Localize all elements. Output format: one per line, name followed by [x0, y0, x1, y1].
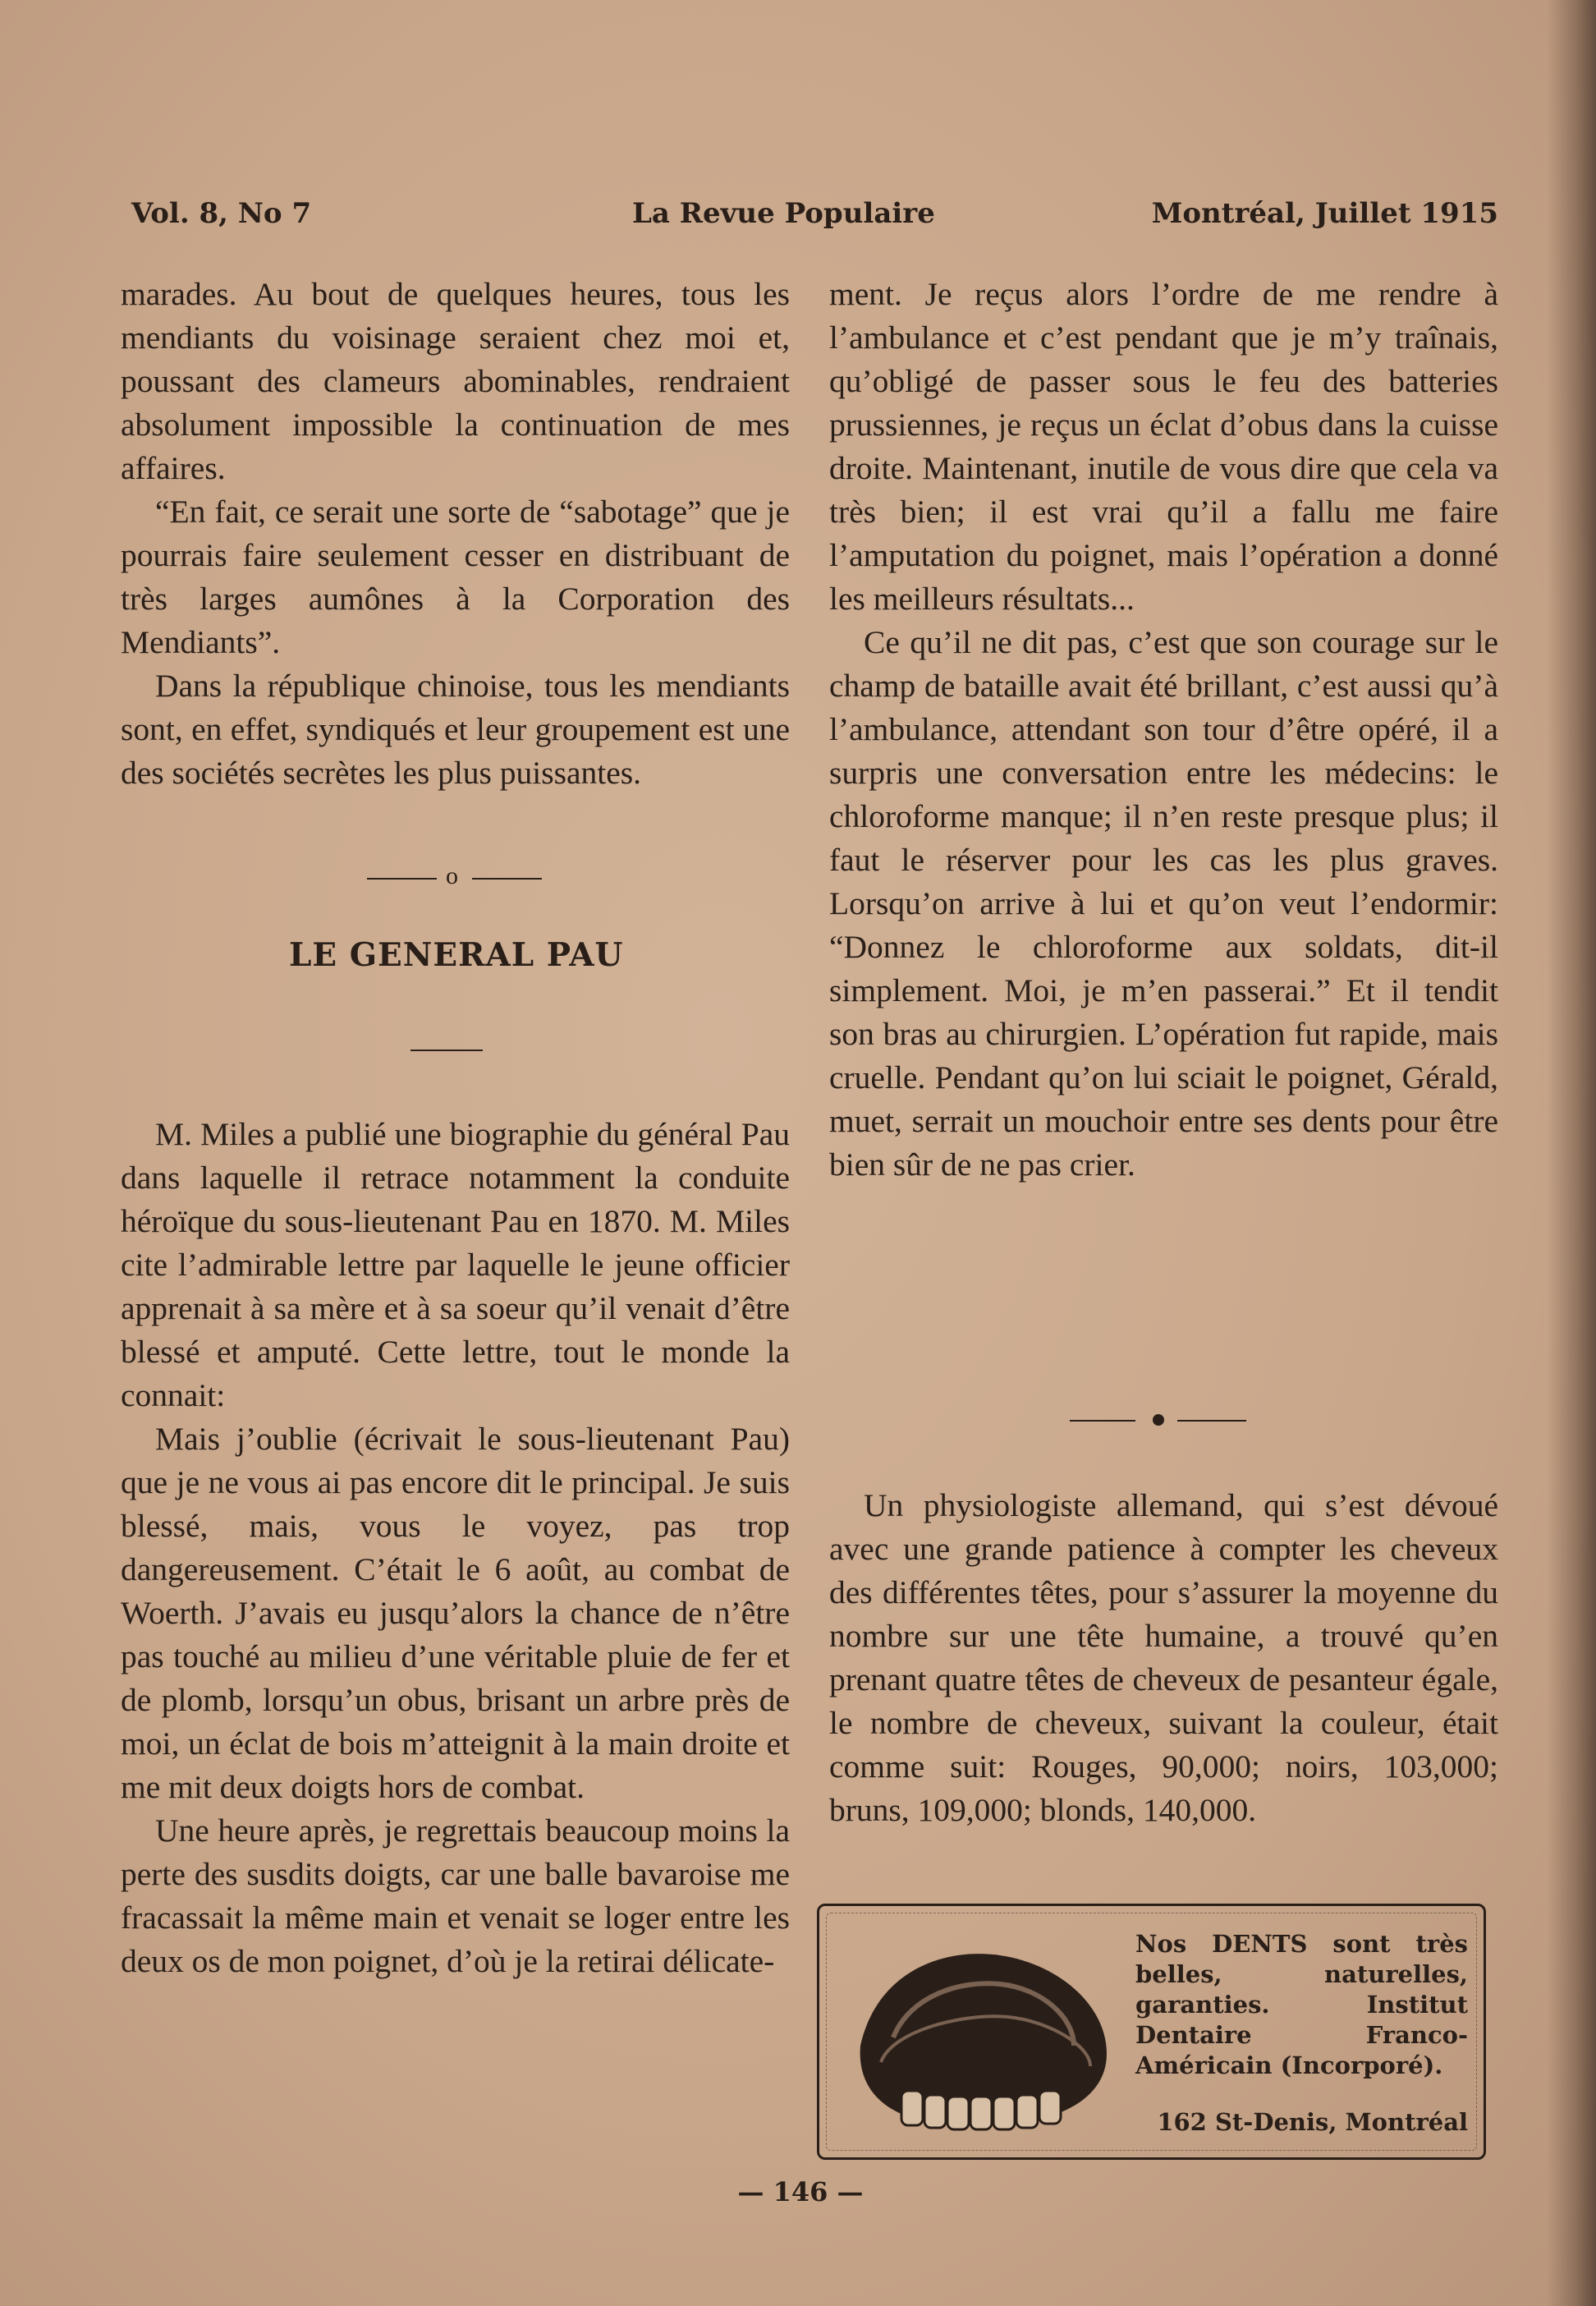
- paragraph: Dans la république chinoise, tous les mendiants sont, en effet, syndiqués et leur groupement est une des sociétés secrètes les plus puissantes.: [121, 668, 790, 791]
- paragraph: Un physiologiste allemand, qui s’est dévoué avec une grande patience à compter les cheveux des différentes têtes, pour s’assurer la moyenne du nombre sur une tête humaine, a trouvé qu’en prenant quatre têtes de cheveux de pesanteur égale, le nombre de cheveux, suivant la couleur, était comme suit: Rouges, 90,000; noirs, 103,000; bruns, 109,000; blonds, 140,000.: [829, 1487, 1498, 1828]
- article-title: LE GENERAL PAU: [289, 936, 624, 974]
- paragraph: Une heure après, je regrettais beaucoup moins la perte des susdits doigts, car une balle bavaroise me fracassait la même main et venait se loger entre les deux os de mon poignet, d’où je la retirai délicate-: [121, 1812, 790, 1979]
- header-publication: La Revue Populaire: [632, 197, 935, 230]
- ad-text: Nos DENTS sont très belles, naturelles, garanties. Institut Dentaire Franco-Américain (Incorporé).: [1135, 1930, 1468, 2079]
- paragraph: Mais j’oublie (écrivait le sous-lieutenant Pau) que je ne vous ai pas encore dit le principal. Je suis blessé, mais, vous le voyez, pas trop dangereusement. C’était le 6 août, au combat de Woerth. J’avais eu jusqu’alors la chance de n’être pas touché au milieu d’une véritable pluie de fer et de plomb, lorsqu’un obus, brisant un arbre près de moi, un éclat de bois m’atteignit à la main droite et me mit deux doigts hors de combat.: [121, 1421, 790, 1805]
- paragraph: Ce qu’il ne dit pas, c’est que son courage sur le champ de bataille avait été brillant, c’est aussi qu’à l’ambulance, attendant son tour d’être opéré, il a surpris une conversation entre les médecins: le chloroforme manque; il n’en reste presque plus; il faut le réserver pour les cas les plus graves. Lorsqu’on arrive à lui et qu’on veut l’endormir: “Donnez le chloroforme aux soldats, dit-il simplement. Moi, je m’en passerai.” Et il tendit son bras au chirurgien. L’opération fut rapide, mais cruelle. Pendant qu’on lui sciait le poignet, Gérald, muet, serrait un mouchoir entre ses dents pour être bien sûr de ne pas crier.: [829, 624, 1498, 1183]
- paragraph: “En fait, ce serait une sorte de “sabotage” que je pourrais faire seulement cesser en distribuant de très larges aumônes à la Corporation des Mendiants”.: [121, 494, 790, 660]
- left-column-article: [121, 1113, 790, 1983]
- separator-rule-right: [472, 878, 542, 880]
- header-volume: Vol. 8, No 7: [131, 197, 312, 230]
- ad-address: 162 St-Denis, Montréal: [1157, 2108, 1468, 2136]
- separator-rule-left: [1070, 1420, 1135, 1422]
- title-underline: [410, 1050, 483, 1051]
- binding-shadow: [1547, 0, 1596, 2306]
- left-column-top: [121, 273, 790, 795]
- denture-illustration: [844, 1922, 1115, 2144]
- right-column-bottom: [829, 1484, 1498, 1832]
- header-date: Montréal, Juillet 1915: [1151, 197, 1498, 230]
- paragraph: M. Miles a publié une biographie du général Pau dans laquelle il retrace notamment la conduite héroïque du sous-lieutenant Pau en 1870. M. Miles cite l’admirable lettre par laquelle le jeune officier apprenait à sa mère et à sa soeur qu’il venait d’être blessé et amputé. Cette lettre, tout le monde la connait:: [121, 1116, 790, 1413]
- paragraph: ment. Je reçus alors l’ordre de me rendre à l’ambulance et c’est pendant que je m’y traînais, qu’obligé de passer sous le feu des batteries prussiennes, je reçus un éclat d’obus dans la cuisse droite. Maintenant, inutile de vous dire que cela va très bien; il est vrai qu’il a fallu me faire l’amputation du poignet, mais l’opération a donné les meilleurs résultats...: [829, 276, 1498, 617]
- separator-dot: [1153, 1414, 1164, 1426]
- separator-rule-left: [367, 878, 437, 880]
- separator-ornament: o: [446, 862, 458, 889]
- dental-advertisement: [817, 1904, 1486, 2160]
- page-number: — 146 —: [737, 2176, 864, 2207]
- separator-rule-right: [1177, 1420, 1246, 1422]
- running-header: [131, 197, 1498, 238]
- paragraph: marades. Au bout de quelques heures, tous les mendiants du voisinage seraient chez moi et, poussant des clameurs abominables, rendraient absolument impossible la continuation de mes affaires.: [121, 276, 790, 486]
- right-column-top: [829, 273, 1498, 1187]
